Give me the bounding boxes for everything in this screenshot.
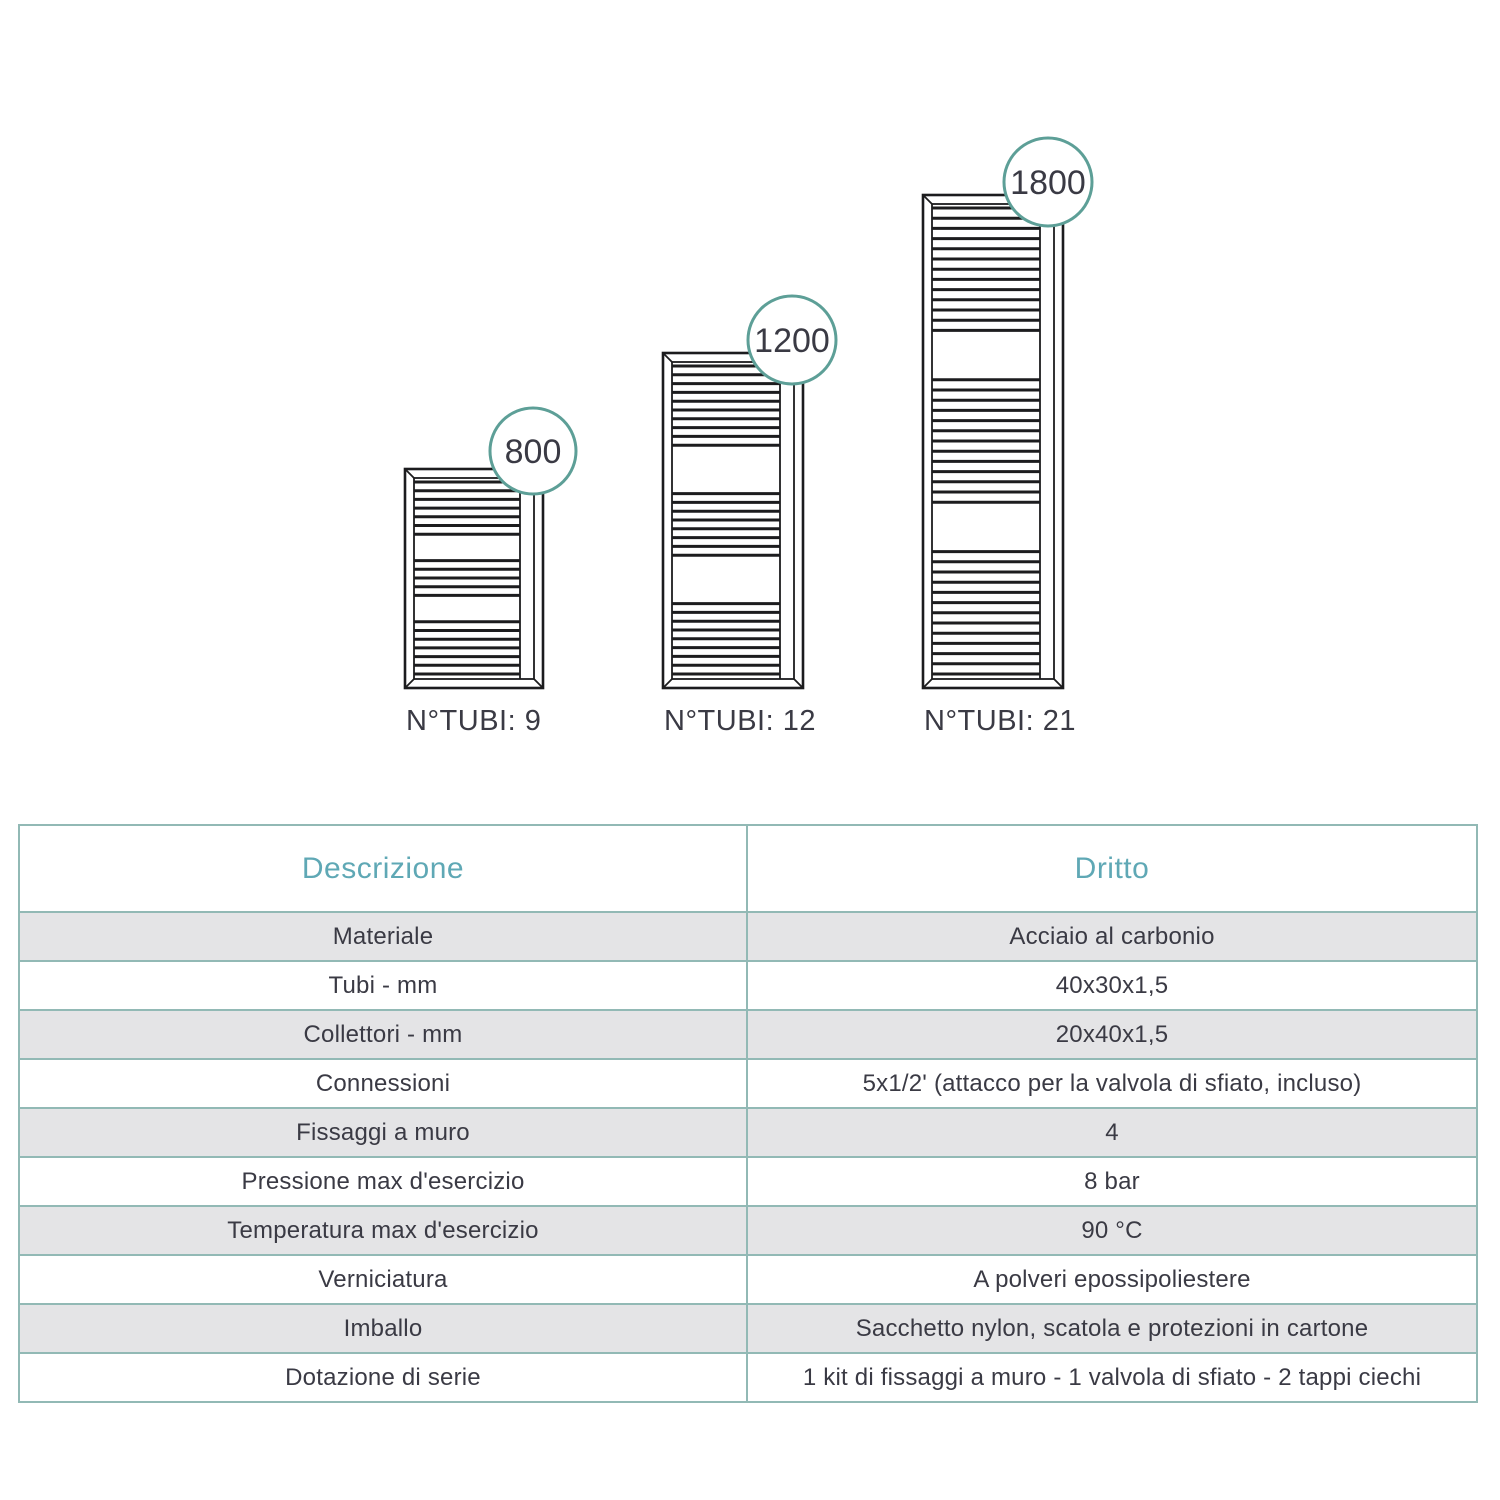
tubes-count-label: N°TUBI: 21	[924, 705, 1076, 737]
spec-row	[20, 1058, 1476, 1107]
spec-row	[20, 1352, 1476, 1401]
spec-label-cell: Connessioni	[20, 1060, 748, 1107]
spec-row	[20, 1107, 1476, 1156]
spec-label-cell: Temperatura max d'esercizio	[20, 1207, 748, 1254]
spec-label-cell: Collettori - mm	[20, 1011, 748, 1058]
spec-label-cell: Dotazione di serie	[20, 1354, 748, 1401]
spec-value-cell: Sacchetto nylon, scatola e protezioni in cartone	[855, 1314, 1369, 1342]
spec-value-cell: 8 bar	[1084, 1167, 1140, 1195]
height-badge-label: 1200	[754, 322, 830, 360]
radiator-1800	[923, 138, 1092, 737]
radiator-800	[405, 408, 576, 737]
spec-label-cell: Materiale	[20, 913, 748, 960]
height-badge-label: 800	[504, 433, 562, 471]
spec-row	[20, 1205, 1476, 1254]
spec-row	[20, 911, 1476, 960]
spec-value-cell: 20x40x1,5	[1055, 1020, 1169, 1048]
spec-row	[20, 1009, 1476, 1058]
spec-label-cell: Pressione max d'esercizio	[20, 1158, 748, 1205]
spec-value-cell: 4	[1105, 1118, 1119, 1146]
spec-row	[20, 1254, 1476, 1303]
spec-value-cell: 40x30x1,5	[1055, 971, 1169, 999]
spec-value-cell: 90 °C	[1081, 1216, 1143, 1244]
spec-table	[18, 824, 1478, 1403]
spec-label-cell: Tubi - mm	[20, 962, 748, 1009]
spec-table-body	[20, 911, 1476, 1401]
spec-value-cell: A polveri epossipoliestere	[973, 1265, 1251, 1293]
tubes-count-label: N°TUBI: 12	[664, 705, 816, 737]
spec-table-header-row	[20, 826, 1476, 911]
col-header-descrizione: Descrizione	[20, 826, 748, 911]
spec-row	[20, 1156, 1476, 1205]
spec-value-cell: 1 kit di fissaggi a muro - 1 valvola di sfiato - 2 tappi ciechi	[802, 1363, 1422, 1391]
spec-row	[20, 1303, 1476, 1352]
spec-label-cell: Verniciatura	[20, 1256, 748, 1303]
spec-label-cell: Fissaggi a muro	[20, 1109, 748, 1156]
spec-row	[20, 960, 1476, 1009]
col-header-dritto: Dritto	[1074, 851, 1150, 885]
spec-value-cell: Acciaio al carbonio	[1009, 922, 1215, 950]
spec-value-cell: 5x1/2' (attacco per la valvola di sfiato, incluso)	[862, 1069, 1362, 1097]
spec-label-cell: Imballo	[20, 1305, 748, 1352]
radiator-1200	[663, 296, 836, 737]
height-badge-label: 1800	[1010, 164, 1086, 202]
tubes-count-label: N°TUBI: 9	[406, 705, 542, 737]
